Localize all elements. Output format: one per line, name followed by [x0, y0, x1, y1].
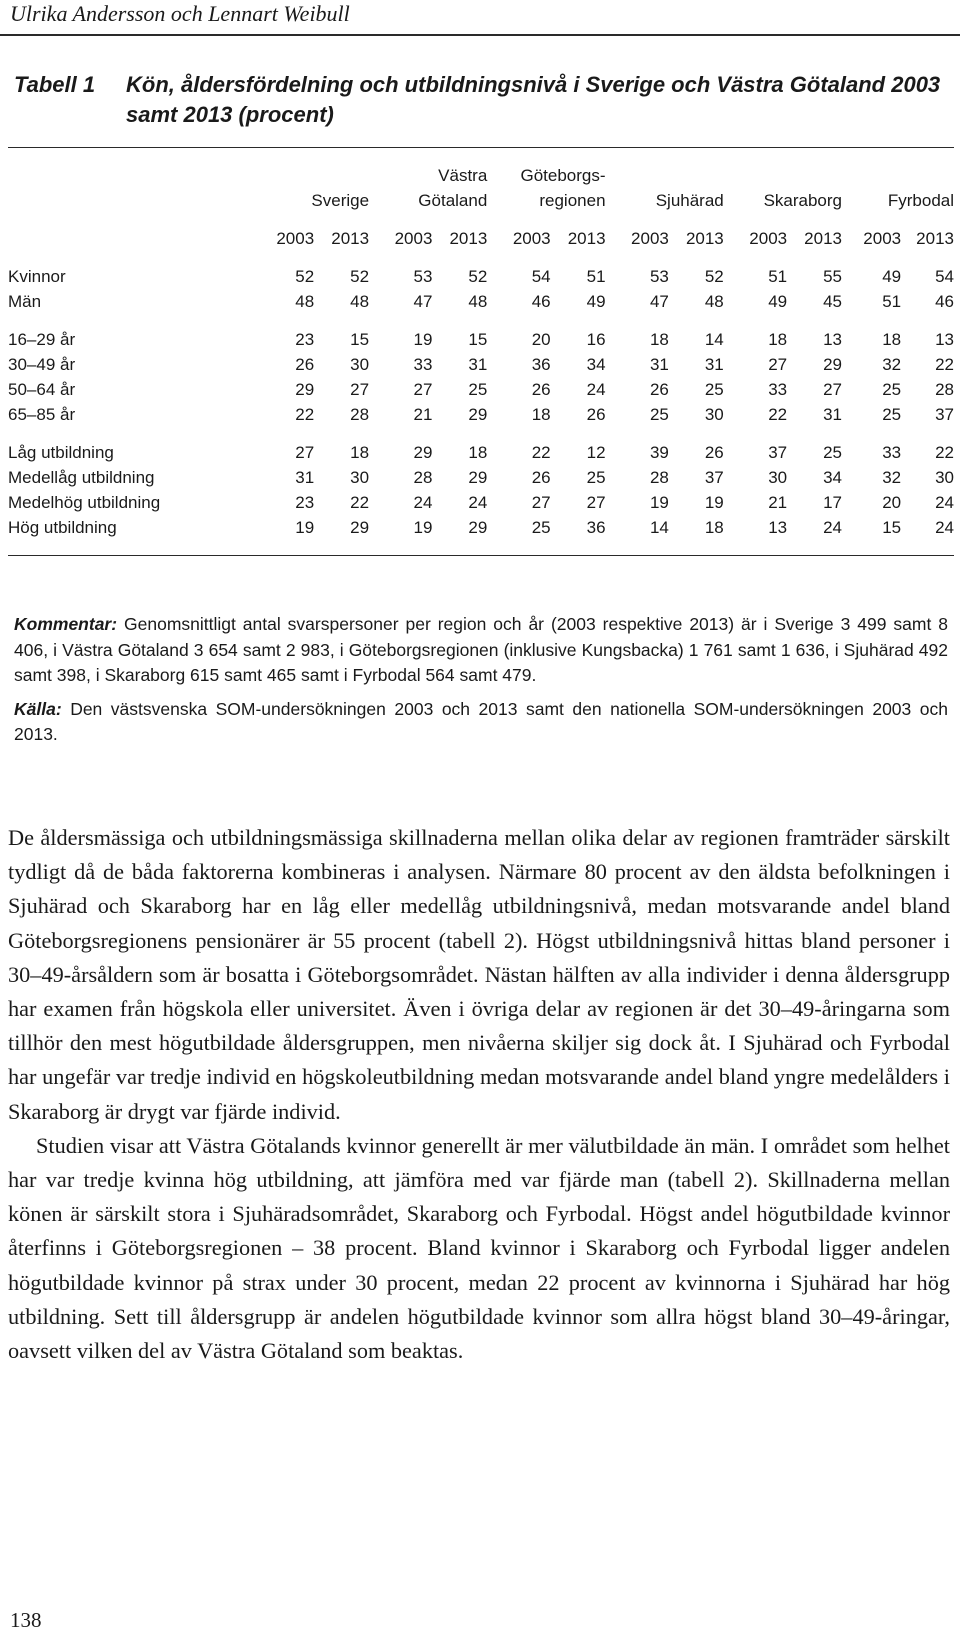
year-header: 2013 [567, 229, 606, 248]
table-cell: 27 [586, 493, 606, 512]
table-cell: 18 [649, 330, 669, 349]
table-cell: 19 [413, 330, 433, 349]
table-spacer [8, 251, 954, 264]
table-cell: 24 [935, 493, 954, 512]
table-cell: 13 [935, 330, 954, 349]
table-cell: 48 [704, 292, 724, 311]
table-cell: 32 [882, 468, 902, 487]
body-text [8, 821, 950, 1368]
table-cell: 52 [704, 267, 724, 286]
table-cell: 18 [768, 330, 788, 349]
table-cell: 29 [413, 443, 433, 462]
region-header [264, 163, 370, 188]
table-spacer [8, 148, 954, 164]
table-cell: 52 [350, 267, 370, 286]
table-cell: 36 [586, 518, 606, 537]
region-header: Sjuhärad [655, 191, 724, 210]
table-cell: 25 [882, 380, 902, 399]
table-cell: 55 [823, 267, 842, 286]
table-cell: 51 [882, 292, 902, 311]
table-cell: 36 [531, 355, 551, 374]
table-cell: 25 [882, 405, 902, 424]
table-cell: 47 [413, 292, 433, 311]
table-cell: 45 [823, 292, 842, 311]
table-cell: 13 [768, 518, 788, 537]
table-cell: 25 [468, 380, 488, 399]
table-row [8, 264, 954, 289]
table-header-row [8, 163, 954, 188]
table-cell: 33 [882, 443, 902, 462]
table-cell: 24 [823, 518, 842, 537]
table-cell: 18 [882, 330, 902, 349]
table-cell: 51 [586, 267, 606, 286]
table-cell: 53 [649, 267, 669, 286]
row-label: 65–85 år [8, 405, 76, 424]
table-cell: 26 [531, 380, 551, 399]
table-cell: 30 [350, 468, 370, 487]
table-row [8, 465, 954, 490]
row-label: 30–49 år [8, 355, 76, 374]
row-label: Kvinnor [8, 267, 66, 286]
table-cell: 22 [935, 443, 954, 462]
table-cell: 25 [704, 380, 724, 399]
table-cell: 28 [649, 468, 669, 487]
table-cell: 27 [350, 380, 370, 399]
table-cell: 15 [468, 330, 488, 349]
table-cell: 17 [823, 493, 842, 512]
region-header [842, 163, 954, 188]
table-cell: 53 [413, 267, 433, 286]
source-label: Källa: [14, 698, 62, 719]
table-cell: 20 [531, 330, 551, 349]
table-cell: 30 [768, 468, 788, 487]
table-spacer [8, 540, 954, 556]
table-cell: 19 [295, 518, 315, 537]
table-cell: 37 [935, 405, 954, 424]
table-cell: 15 [350, 330, 370, 349]
year-header: 2003 [276, 229, 315, 248]
table-cell: 14 [649, 518, 669, 537]
table-cell: 54 [935, 267, 954, 286]
table-cell: 16 [586, 330, 606, 349]
table-cell: 49 [768, 292, 788, 311]
year-header: 2013 [331, 229, 370, 248]
row-label: Hög utbildning [8, 518, 117, 537]
region-header: Västra [438, 166, 488, 185]
table-header-row [8, 188, 954, 213]
comment-label: Kommentar: [14, 614, 118, 634]
year-header: 2013 [804, 229, 842, 248]
table-row [8, 352, 954, 377]
table-cell: 12 [586, 443, 606, 462]
region-header: Fyrbodal [887, 191, 954, 210]
table-cell: 46 [935, 292, 954, 311]
table-cell: 32 [882, 355, 902, 374]
table-cell: 26 [531, 468, 551, 487]
table-cell: 24 [586, 380, 606, 399]
table-cell: 46 [531, 292, 551, 311]
year-header: 2013 [916, 229, 954, 248]
year-header: 2003 [863, 229, 902, 248]
table-cell: 29 [468, 518, 488, 537]
table-cell: 47 [649, 292, 669, 311]
table-cell: 52 [468, 267, 488, 286]
row-label: Låg utbildning [8, 443, 114, 462]
table-cell: 27 [295, 443, 315, 462]
table-notes [14, 612, 948, 756]
table-cell: 19 [649, 493, 669, 512]
region-header: Skaraborg [763, 191, 842, 210]
table-cell: 34 [823, 468, 842, 487]
table-cell: 29 [295, 380, 315, 399]
region-header: Götaland [418, 191, 488, 210]
table-title: Kön, åldersfördelning och utbildningsnivå i Sverige och Västra Götaland 2003 samt 2013 (procent) [126, 72, 941, 127]
comment-note [14, 612, 948, 689]
table-spacer [8, 314, 954, 327]
table-cell: 18 [704, 518, 724, 537]
table-cell: 25 [586, 468, 606, 487]
table-cell: 25 [531, 518, 551, 537]
table-cell: 30 [350, 355, 370, 374]
table-cell: 24 [413, 493, 433, 512]
header-rule [0, 34, 960, 36]
table-cell: 20 [882, 493, 902, 512]
table-row [8, 377, 954, 402]
year-header: 2013 [449, 229, 488, 248]
table-spacer [8, 427, 954, 440]
table-cell: 31 [823, 405, 842, 424]
table-cell: 22 [350, 493, 370, 512]
table-cell: 28 [350, 405, 370, 424]
region-header: Sverige [311, 191, 370, 210]
running-header: Ulrika Andersson och Lennart Weibull [10, 1, 350, 26]
table-cell: 31 [704, 355, 724, 374]
table-cell: 37 [768, 443, 788, 462]
table-cell: 23 [295, 330, 315, 349]
table-row [8, 327, 954, 352]
table-cell: 23 [295, 493, 315, 512]
table-cell: 37 [704, 468, 724, 487]
table-cell: 51 [768, 267, 788, 286]
table-cell: 18 [468, 443, 488, 462]
year-header: 2003 [631, 229, 669, 248]
table-cell: 48 [350, 292, 370, 311]
table-cell: 27 [531, 493, 551, 512]
table-cell: 25 [823, 443, 842, 462]
table-cell: 30 [704, 405, 724, 424]
table-row [8, 402, 954, 427]
table-cell: 49 [882, 267, 902, 286]
comment-text: Genomsnittligt antal svarspersoner per region och år (2003 respektive 2013) är i Sverige 3 499 samt 8 406, i Västra Götaland 3 654 samt 2 983, i Göteborgsregionen (inklusive Kungsbacka) 1 761 samt 1 636, i Sjuhärad 492 samt 398, i Skaraborg 615 samt 465 samt i Fyrbodal 564 samt 479. [14, 614, 948, 685]
table-cell: 24 [935, 518, 954, 537]
table-cell: 29 [350, 518, 370, 537]
header-corner [8, 163, 264, 188]
table-cell: 22 [935, 355, 954, 374]
row-label: 16–29 år [8, 330, 76, 349]
year-header: 2003 [394, 229, 433, 248]
year-header: 2003 [512, 229, 551, 248]
table-cell: 49 [586, 292, 606, 311]
table-cell: 52 [295, 267, 315, 286]
table-cell: 26 [295, 355, 315, 374]
table-cell: 22 [295, 405, 315, 424]
body-paragraph-2: Studien visar att Västra Götalands kvinnor generellt är mer välutbildade än män. I området som helhet har var tredje kvinna hög utbildning, att jämföra med var fjärde man (tabell 2). Skillnaderna mellan könen är särskilt stora i Sjuhäradsområdet, Skaraborg och Fyrbodal. Högst andel högutbildade kvinnor återfinns i Göteborgsregionen – 38 procent. Bland kvinnor i Skaraborg och Fyrbodal ligger andelen högutbildade kvinnor på strax under 30 procent, medan 22 procent av kvinnorna i Sjuhärad har hög utbildning. Sett till åldersgrupp är andelen högutbildade kvinnor som allra högst bland 30–49-åringar, oavsett vilken del av Västra Götaland som beaktas. [8, 1132, 950, 1364]
table-cell: 14 [704, 330, 724, 349]
table-cell: 34 [586, 355, 606, 374]
table-cell: 31 [468, 355, 488, 374]
table-cell: 29 [468, 468, 488, 487]
region-header [724, 163, 842, 188]
table-row [8, 515, 954, 540]
table-cell: 39 [649, 443, 669, 462]
table-cell: 18 [531, 405, 551, 424]
table-cell: 27 [413, 380, 433, 399]
source-text: Den västsvenska SOM-undersökningen 2003 och 2013 samt den nationella SOM-undersökningen 2003 och 2013. [14, 698, 948, 744]
region-header: regionen [539, 191, 606, 210]
year-header: 2003 [749, 229, 788, 248]
table-cell: 26 [704, 443, 724, 462]
table-cell: 19 [413, 518, 433, 537]
table-cell: 13 [823, 330, 842, 349]
row-label: Medelhög utbildning [8, 493, 161, 512]
table-row [8, 289, 954, 314]
table-cell: 22 [768, 405, 788, 424]
row-label: Män [8, 292, 42, 311]
table-cell: 28 [935, 380, 954, 399]
table-caption [14, 70, 954, 130]
table-cell: 29 [468, 405, 488, 424]
table-cell: 27 [768, 355, 788, 374]
body-paragraph-1: De åldersmässiga och utbildningsmässiga skillnaderna mellan olika delar av regionen framträder särskilt tydligt då de båda faktorerna kombineras i analysen. Närmare 80 procent av den äldsta befolkningen i Sjuhärad och Skaraborg har en låg eller medellåg utbildningsnivå, medan motsvarande andel bland Göteborgsregionens pensionärer är 55 procent (tabell 2). Högst utbildningsnivå hittas bland personer i 30–49-årsåldern som är bosatta i Göteborgsområdet. Nästan hälften av alla individer i denna åldersgrupp har examen från högskola eller universitet. Även i övriga delar av regionen är det 30–49-åringarna som tillhör den mest högutbildade åldersgruppen, men nivåerna skiljer sig dock åt. I Sjuhärad och Fyrbodal har ungefär var tredje individ en högskoleutbildning medan motsvarande andel bland yngre medelålders i Skaraborg är drygt var fjärde individ. [8, 825, 950, 1124]
table-cell: 28 [413, 468, 433, 487]
table-row [8, 440, 954, 465]
table-spacer [8, 213, 954, 226]
table-cell: 22 [531, 443, 551, 462]
region-header: Göteborgs- [520, 166, 606, 185]
table-cell: 26 [649, 380, 669, 399]
row-label: Medellåg utbildning [8, 468, 155, 487]
source-note [14, 697, 948, 748]
header-corner [8, 226, 264, 251]
table-cell: 21 [768, 493, 788, 512]
table-row [8, 490, 954, 515]
table-cell: 31 [649, 355, 669, 374]
page-number: 138 [10, 1608, 42, 1632]
table-cell: 15 [882, 518, 902, 537]
table-cell: 21 [413, 405, 433, 424]
table-cell: 26 [586, 405, 606, 424]
table-label: Tabell 1 [14, 72, 96, 97]
table-cell: 27 [823, 380, 842, 399]
table-cell: 19 [704, 493, 724, 512]
row-label: 50–64 år [8, 380, 76, 399]
table-cell: 33 [768, 380, 788, 399]
year-header-row [8, 226, 954, 251]
data-table [8, 147, 954, 556]
region-header [606, 163, 724, 188]
table-cell: 18 [350, 443, 370, 462]
table-cell: 48 [468, 292, 488, 311]
table-cell: 24 [468, 493, 488, 512]
table-cell: 33 [413, 355, 433, 374]
table-cell: 29 [823, 355, 842, 374]
year-header: 2013 [685, 229, 724, 248]
header-corner [8, 188, 264, 213]
table-cell: 31 [295, 468, 315, 487]
table-cell: 30 [935, 468, 954, 487]
table-cell: 25 [649, 405, 669, 424]
table-cell: 48 [295, 292, 315, 311]
table-cell: 54 [531, 267, 551, 286]
